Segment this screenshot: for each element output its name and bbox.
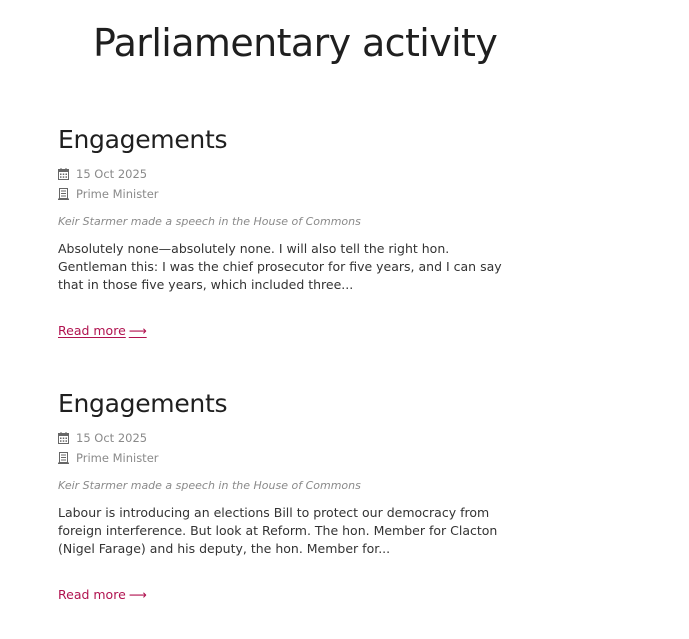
building-icon [58,188,69,200]
arrow-right-icon: ⟶ [128,586,147,602]
entry-role-text: Prime Minister [76,187,159,201]
read-more-link[interactable] [58,322,147,340]
entry-date [58,428,518,448]
entry-excerpt: Absolutely none—absolutely none. I will also tell the right hon. Gentleman this: I was the chief prosecutor for five years, and I can say that in those five years, which included three... [58,241,502,292]
page-title: Parliamentary activity [93,21,498,65]
entry-date-text: 15 Oct 2025 [76,167,148,181]
entry-date [58,164,518,184]
activity-entry [58,124,518,340]
entry-role [58,448,518,468]
calendar-icon [58,168,69,180]
entry-speaker-line: Keir Starmer made a speech in the House of Commons [58,215,361,228]
read-more-label: Read more [58,586,126,602]
building-icon [58,452,69,464]
calendar-icon [58,432,69,444]
entry-title: Engagements [58,389,228,418]
entry-date-text: 15 Oct 2025 [76,431,148,445]
entry-role-text: Prime Minister [76,451,159,465]
activity-entry [58,388,518,604]
entry-excerpt: Labour is introducing an elections Bill to protect our democracy from foreign interference. But look at Reform. The hon. Member for Clacton (Nigel Farage) and his deputy, the hon. Member for... [58,505,498,556]
read-more-label: Read more [58,322,126,338]
entry-title: Engagements [58,125,228,154]
arrow-right-icon: ⟶ [128,322,147,338]
entry-role [58,184,518,204]
read-more-link[interactable] [58,586,147,604]
entry-speaker-line: Keir Starmer made a speech in the House of Commons [58,479,361,492]
